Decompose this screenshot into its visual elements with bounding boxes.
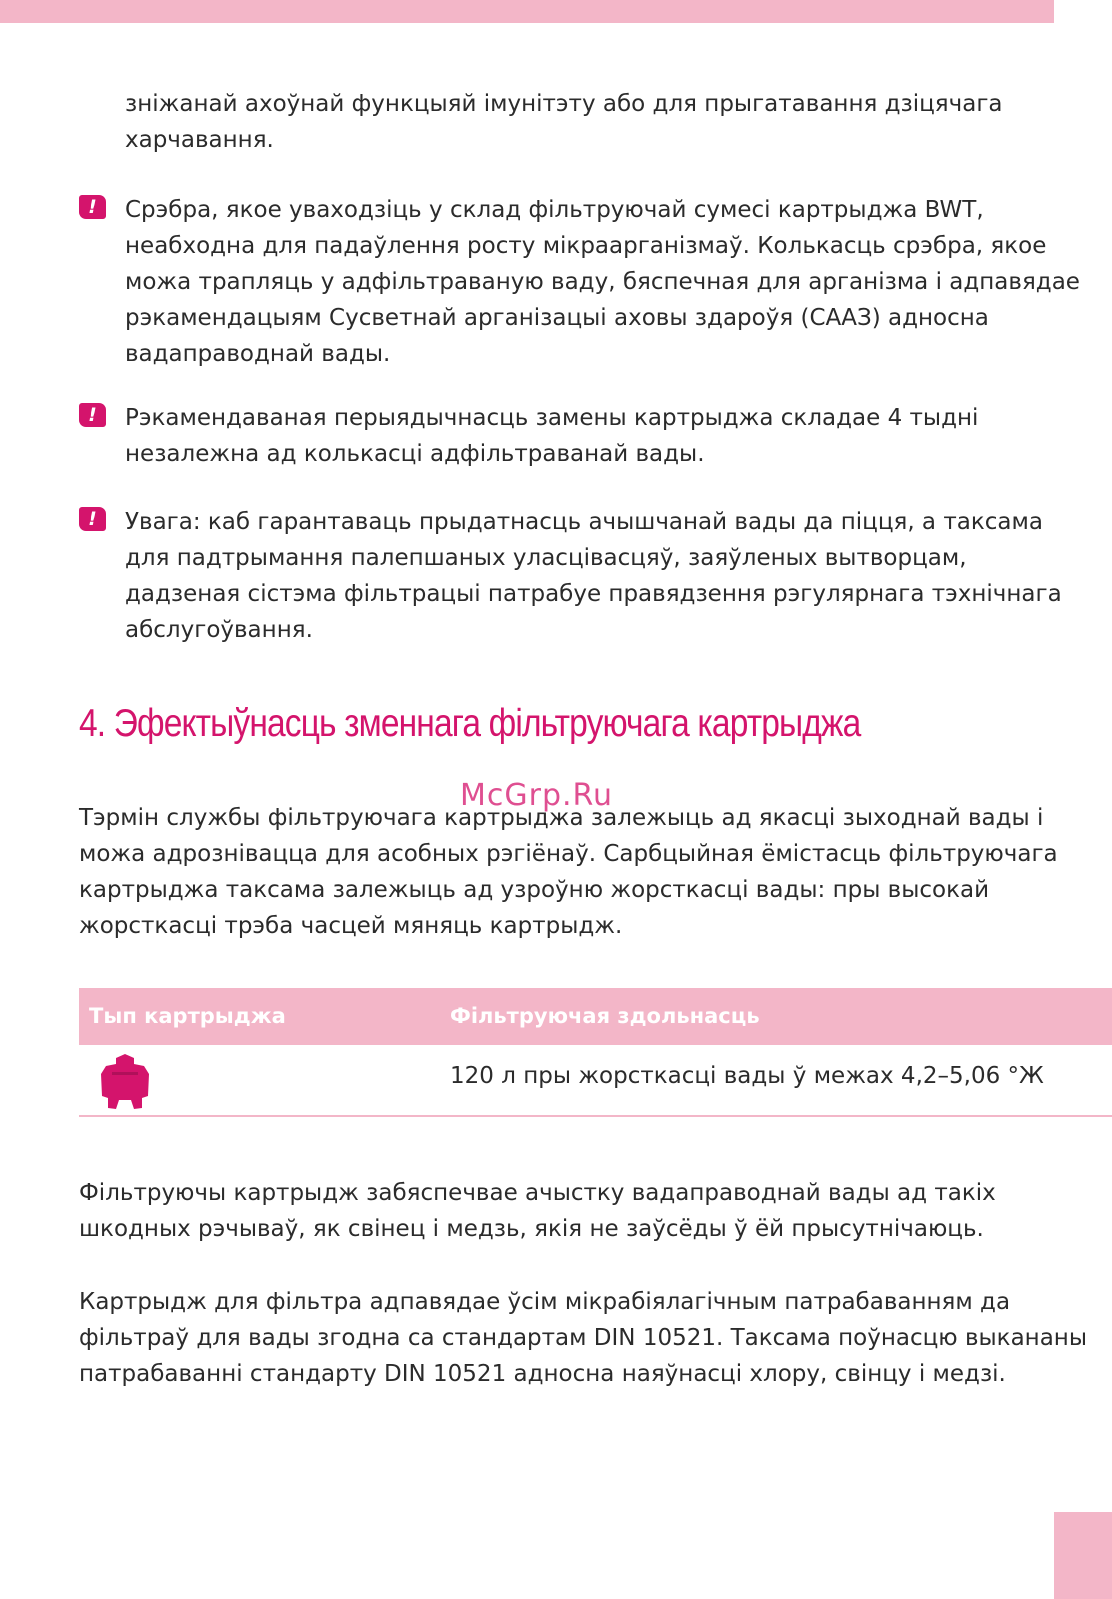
section-heading: 4. Эфектыўнасць зменнага фільтруючага картрыджа [79, 702, 861, 745]
warning-icon: ! [79, 507, 106, 531]
note-attention: Увага: каб гарантаваць прыдатнасць ачышчанай вады да піцця, а таксама для падтрымання палепшаных уласцівасцяў, заяўленых вытворцам, дадзеная сістэма фільтрацыі патрабуе правядзення рэгулярнага тэхнічнага абслугоўвання. [125, 509, 1062, 643]
column-header-type: Тып картрыджа [89, 1004, 286, 1028]
top-decorative-band [0, 0, 1054, 23]
page-side-tab [1054, 1512, 1112, 1599]
warning-icon: ! [79, 195, 106, 219]
table-row [79, 1045, 1112, 1117]
paragraph-top: зніжанай ахоўнай функцыяй імунітэту або для прыгатавання дзіцячага харчавання. [125, 91, 1003, 153]
note-silver: Срэбра, якое уваходзіць у склад фільтруючай сумесі картрыджа BWT, неабходна для падаўлення росту мікраарганізмаў. Колькасць срэбра, якое можа трапляць у адфільтраваную ваду, бяспечная для арганізма і адпавядае рэкамендацыям Сусветнай арганізацыі аховы здароўя (СААЗ) адносна вадаправоднай вады. [125, 197, 1080, 367]
paragraph-intro: Тэрмін службы фільтруючага картрыджа залежыць ад якасці зыходнай вады і можа адрозніваццa для асобных рэгіёнаў. Сарбцыйная ёмістасць фільтруючага картрыджа таксама залежыць ад узроўню жорсткасці вады: пры высокай жорсткасці трэба часцей мяняць картрыдж. [79, 805, 1058, 939]
watermark: McGrp.Ru [460, 778, 614, 813]
warning-icon: ! [79, 403, 106, 427]
paragraph-after-table-1: Фільтруючы картрыдж забяспечвае ачыстку вадаправоднай вады ад такіх шкодных рэчываў, як свінец і медзь, якія не заўсёды ў ёй прысутнічаюць. [79, 1180, 996, 1242]
filter-cartridge-icon [98, 1054, 152, 1114]
column-header-capacity: Фільтруючая здольнасць [450, 1004, 760, 1028]
filter-capacity-value: 120 л пры жорсткасці вады ў межах 4,2–5,06 °Ж [450, 1063, 1044, 1089]
paragraph-after-table-2: Картрыдж для фільтра адпавядае ўсім мікрабіялагічным патрабаванням да фільтраў для вады згодна са стандартам DIN 10521. Таксама поўнасцю выкананы патрабаванні стандарту DIN 10521 адносна наяўнасці хлору, свінцу і медзі. [79, 1289, 1087, 1387]
note-replacement: Рэкамендаваная перыядычнасць замены картрыджа складае 4 тыдні незалежна ад колькасці адфільтраванай вады. [125, 405, 979, 467]
table-header [79, 988, 1112, 1045]
